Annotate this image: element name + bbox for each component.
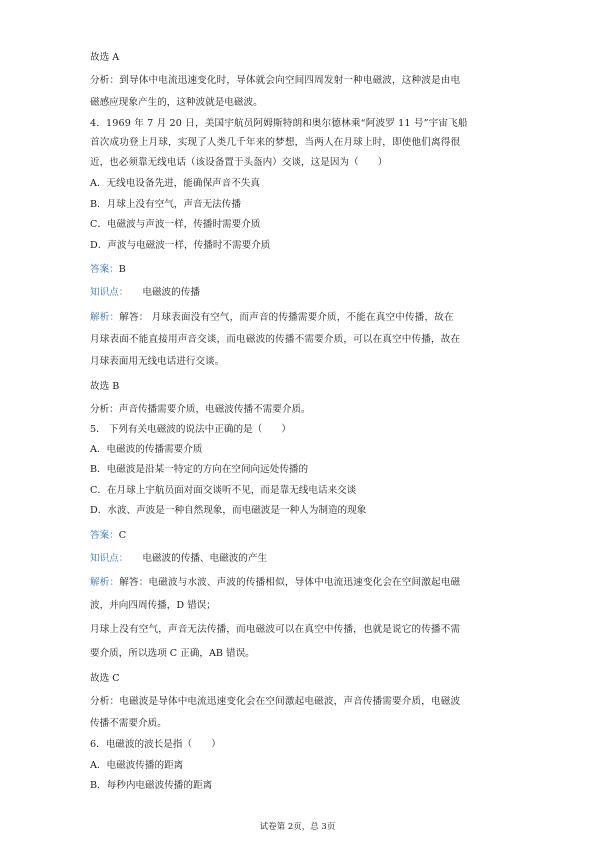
analysis-text: 解答： 月球表面没有空气，而声音的传播需要介质，不能在真空中传播，故在 [119, 312, 454, 323]
choice-line: 故选 B [90, 381, 120, 392]
summary-line: 传播不需要介质。 [90, 718, 167, 729]
knowledge-point-label: 知识点： [90, 553, 129, 564]
question-4-stem-line: 4．1969 年 7 月 20 日，美国宇航员阿姆斯特朗和奥尔德林乘“阿波罗 11 号”宇宙飞船 [90, 118, 468, 129]
analysis-label: 解析： [90, 312, 120, 323]
analysis-text: 解答：电磁波与水波、声波的传播相似，导体中电流迅速变化会在空间激起电磁 [119, 577, 461, 588]
summary-line: 分析：电磁波是导体中电流迅速变化会在空间激起电磁波，声音传播需要介质，电磁波 [90, 696, 461, 707]
question-4-stem-line: 首次成功登上月球，实现了人类几千年来的梦想，当两人在月球上时，即使他们离得很 [90, 137, 461, 148]
text-line: 磁感应现象产生的，这种波就是电磁波。 [90, 97, 263, 108]
knowledge-point-value: 电磁波的传播、电磁波的产生 [142, 553, 268, 564]
analysis-line: 要介质，所以选项 C 正确，AB 错误。 [90, 648, 255, 659]
question-4-option: D．声波与电磁波一样，传播时不需要介质 [90, 240, 271, 251]
question-4-option: C．电磁波与声波一样，传播时需要介质 [90, 219, 261, 230]
page-footer: 试卷第 2页，总 3页 [259, 822, 336, 832]
question-4-stem-line: 近，也必须靠无线电话（该设备置于头盔内）交谈，这是因为（ ） [90, 157, 388, 168]
knowledge-point-value: 电磁波的传播 [142, 287, 200, 298]
answer-line [90, 530, 126, 542]
analysis-line [90, 312, 454, 324]
analysis-line: 月球上没有空气，声音无法传播，而电磁波可以在真空中传播，也就是说它的传播不需 [90, 624, 461, 635]
text-line: 分析：到导体中电流迅速变化时，导体就会向空间四周发射一种电磁波，这种波是由电 [90, 75, 461, 86]
answer-label: 答案： [90, 530, 119, 541]
choice-line: 故选 C [90, 673, 120, 684]
question-4-option: A．无线电设备先进，能确保声音不失真 [90, 178, 261, 189]
question-6-option: A．电磁波传播的距离 [90, 760, 184, 771]
text-line: 故选 A [90, 52, 120, 63]
question-5-option: B．电磁波是沿某一特定的方向在空间向远处传播的 [90, 464, 309, 475]
question-5-option: A．电磁波的传播需要介质 [90, 444, 203, 455]
analysis-line: 波，并向四周传播，D 错误； [90, 600, 216, 611]
answer-line [90, 264, 126, 276]
answer-value: B [118, 264, 126, 275]
question-4-option: B．月球上没有空气，声音无法传播 [90, 199, 241, 210]
knowledge-point-line [90, 287, 200, 299]
answer-label: 答案： [90, 264, 119, 275]
knowledge-point-label: 知识点： [90, 287, 129, 298]
analysis-line [90, 577, 460, 589]
question-5-option: C．在月球上宇航员面对面交谈听不见，而是靠无线电话来交谈 [90, 485, 357, 496]
analysis-line: 月球表面不能直接用声音交谈，而电磁波的传播不需要介质，可以在真空中传播，故在 [90, 334, 461, 345]
question-6-option: B．每秒内电磁波传播的距离 [90, 780, 213, 791]
answer-value: C [118, 530, 127, 541]
question-5-stem: 5． 下列有关电磁波的说法中正确的是（ ） [90, 424, 292, 435]
analysis-label: 解析： [90, 577, 120, 588]
analysis-line: 月球表面用无线电话进行交谈。 [90, 356, 225, 367]
knowledge-point-line [90, 553, 267, 565]
question-6-stem: 6．电磁波的波长是指（ ） [90, 739, 221, 750]
question-5-option: D．水波、声波是一种自然现象，而电磁波是一种人为制造的现象 [90, 505, 367, 516]
summary-line: 分析：声音传播需要介质，电磁波传播不需要介质。 [90, 404, 311, 415]
